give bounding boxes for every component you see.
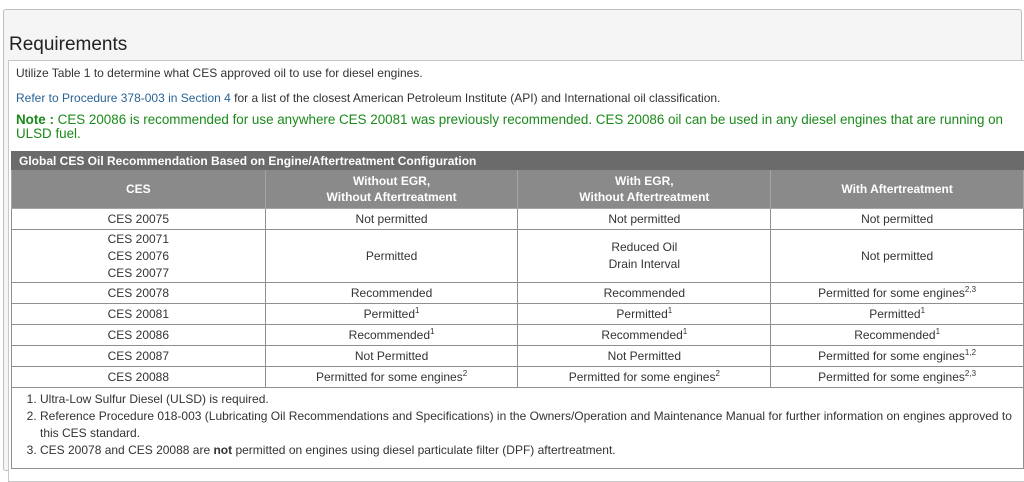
note-label: Note : <box>16 112 54 127</box>
table-header-row <box>12 170 1024 209</box>
footnote-ref: 1 <box>935 327 941 336</box>
cell-text: Permitted for some engines <box>818 349 965 363</box>
cell-text: Permitted <box>363 307 416 321</box>
footnote-2: 2. Reference Procedure 018-003 (Lubricating Oil Recommendations and Specifications) in the Owners/Operation and Maintenance Manual for further information on engines approved to this CES standard. <box>40 408 1023 442</box>
table-row <box>12 367 1024 388</box>
footnote-text: permitted on engines using diesel particulate filter (DPF) aftertreatment. <box>232 443 616 457</box>
cell-text: Permitted for some engines <box>818 370 965 384</box>
table-row <box>12 283 1024 304</box>
footnote-ref: 2,3 <box>964 285 977 294</box>
footnote-ref: 2 <box>715 369 720 378</box>
footnotes-row <box>12 388 1024 469</box>
table-row <box>12 346 1024 367</box>
cell-text: Permitted <box>869 307 921 321</box>
requirements-panel <box>3 9 1022 471</box>
ces-cell: CES 20075 <box>12 209 266 230</box>
cell <box>771 283 1024 304</box>
table-row <box>12 325 1024 346</box>
cell-text: Recommended <box>348 328 431 342</box>
ces-cell: CES 20088 <box>12 367 266 388</box>
footnote-ref: 1 <box>430 327 435 336</box>
col-header-with-aftertreatment: With Aftertreatment <box>771 170 1024 209</box>
cell-text: Permitted for some engines <box>568 370 716 384</box>
reference-rest: for a list of the closest American Petroleum Institute (API) and International oil classification. <box>230 91 721 105</box>
footnote-ref: 2 <box>462 369 468 378</box>
cell <box>771 367 1024 388</box>
cell-text: Recommended <box>601 328 683 342</box>
table-caption-row <box>12 152 1024 170</box>
panel-title: Requirements <box>9 34 128 55</box>
ces-cell <box>12 230 266 283</box>
table-row <box>12 230 1024 283</box>
cell: Not Permitted <box>265 346 518 367</box>
procedure-link[interactable]: Refer to Procedure 378-003 in Section 4 <box>16 91 231 105</box>
cell <box>771 346 1024 367</box>
cell <box>265 367 518 388</box>
cell <box>518 325 771 346</box>
cell-line: Reduced Oil <box>611 240 678 254</box>
cell: Permitted <box>265 230 518 283</box>
cell <box>771 304 1024 325</box>
cell: Recommended <box>518 283 771 304</box>
cell <box>518 304 771 325</box>
cell: Not permitted <box>771 209 1024 230</box>
footnote-ref: 1 <box>415 306 420 315</box>
ces-line: CES 20077 <box>107 265 170 280</box>
table-row <box>12 304 1024 325</box>
footnote-ref: 1,2 <box>964 348 977 357</box>
cell: Not Permitted <box>518 346 771 367</box>
footnote-3 <box>40 442 1023 459</box>
header-line: Without Aftertreatment <box>326 190 457 204</box>
footnote-ref: 1 <box>920 306 926 315</box>
footnote-ref: 1 <box>667 306 673 315</box>
panel-body <box>8 60 1024 482</box>
footnote-ref: 1 <box>682 327 688 336</box>
cell <box>771 325 1024 346</box>
cell-text: Recommended <box>854 328 936 342</box>
header-line: With EGR, <box>615 174 674 188</box>
cell <box>265 325 518 346</box>
cell <box>518 367 771 388</box>
ces-line: CES 20071 <box>107 231 170 246</box>
col-header-ces: CES <box>12 170 266 209</box>
cell: Not permitted <box>518 209 771 230</box>
cell <box>265 304 518 325</box>
table-row <box>12 209 1024 230</box>
table-caption: Global CES Oil Recommendation Based on Engine/Aftertreatment Configuration <box>12 152 1024 170</box>
footnote-emphasis: not <box>213 443 233 457</box>
cell: Recommended <box>265 283 518 304</box>
footnote-1: 1. Ultra-Low Sulfur Diesel (ULSD) is required. <box>40 391 1023 408</box>
footnotes-list <box>12 388 1023 459</box>
reference-line <box>16 91 720 105</box>
cell-text: Permitted for some engines <box>818 286 965 300</box>
header-line: Without Aftertreatment <box>579 190 710 204</box>
note-text <box>16 113 1019 141</box>
cell <box>518 230 771 283</box>
header-line: Without EGR, <box>352 174 431 188</box>
ces-cell: CES 20081 <box>12 304 266 325</box>
col-header-without-egr <box>265 170 518 209</box>
footnote-ref: 2,3 <box>964 369 977 378</box>
cell: Not permitted <box>265 209 518 230</box>
footnotes-cell <box>12 388 1024 469</box>
ces-cell: CES 20086 <box>12 325 266 346</box>
cell: Not permitted <box>771 230 1024 283</box>
note-body: CES 20086 is recommended for use anywhere CES 20081 was previously recommended. CES 20086 oil can be used in any diesel engines that are running on ULSD fuel. <box>16 112 1004 141</box>
cell-text: Permitted for some engines <box>315 370 463 384</box>
cell-line: Drain Interval <box>608 257 681 271</box>
col-header-with-egr <box>518 170 771 209</box>
ces-oil-table <box>11 151 1024 469</box>
ces-line: CES 20076 <box>107 248 170 263</box>
footnote-text: CES 20078 and CES 20088 are <box>40 443 214 457</box>
cell-text: Permitted <box>616 307 668 321</box>
intro-line: Utilize Table 1 to determine what CES approved oil to use for diesel engines. <box>16 66 423 80</box>
ces-cell: CES 20078 <box>12 283 266 304</box>
ces-cell: CES 20087 <box>12 346 266 367</box>
